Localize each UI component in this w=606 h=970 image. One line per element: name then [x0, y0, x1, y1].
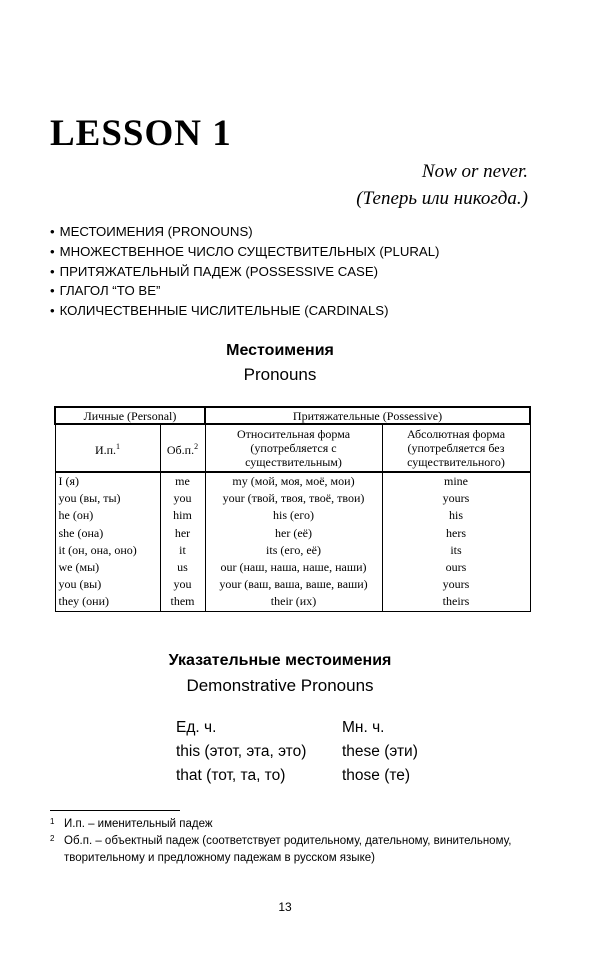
- pronouns-table: [54, 406, 531, 612]
- plural-form: these (эти): [342, 743, 418, 760]
- nominative-cell: she (она): [55, 525, 160, 542]
- topic-item: • ГЛАГОЛ “TO BE”: [50, 281, 439, 301]
- column-header-relative-form: Относительная форма (употребляется с существительным): [205, 424, 382, 472]
- topic-item: • МЕСТОИМЕНИЯ (PRONOUNS): [50, 222, 439, 242]
- table-row: [55, 490, 530, 507]
- page-number: 13: [278, 900, 292, 914]
- relative-form-cell: its (его, её): [205, 542, 382, 559]
- objective-cell: us: [160, 559, 205, 576]
- footnote: [50, 833, 540, 867]
- nominative-cell: they (они): [55, 593, 160, 611]
- topic-item: • МНОЖЕСТВЕННОЕ ЧИСЛО СУЩЕСТВИТЕЛЬНЫХ (PLURAL): [50, 242, 439, 262]
- epigraph-english: Now or never.: [421, 161, 528, 182]
- table-row: [55, 472, 530, 490]
- table-row: [55, 559, 530, 576]
- absolute-form-cell: mine: [382, 472, 530, 490]
- table-row: [55, 593, 530, 611]
- column-header-nominative: И.п.$^1$: [55, 424, 160, 472]
- nominative-cell: you (вы, ты): [55, 490, 160, 507]
- objective-cell: me: [160, 472, 205, 490]
- topic-list: [50, 222, 439, 321]
- plural-header: Мн. ч.: [342, 719, 385, 736]
- table-row: [55, 576, 530, 593]
- epigraph-russian: (Теперь или никогда.): [356, 188, 528, 209]
- list-item: [176, 716, 418, 740]
- group-header-personal: Личные (Personal): [55, 407, 205, 424]
- footnote-mark: 1: [50, 817, 55, 826]
- nominative-cell: I (я): [55, 472, 160, 490]
- absolute-form-cell: his: [382, 507, 530, 524]
- footnote-mark: 2: [50, 834, 55, 843]
- nominative-cell: he (он): [55, 507, 160, 524]
- column-header-absolute-form: Абсолютная форма (употребляется без существительного): [382, 424, 530, 472]
- lesson-title: LESSON 1: [50, 113, 232, 154]
- relative-form-cell: his (его): [205, 507, 382, 524]
- absolute-form-cell: theirs: [382, 593, 530, 611]
- table-row: [55, 542, 530, 559]
- demonstrative-heading-ru: Указательные местоимения: [168, 652, 392, 669]
- demonstrative-list: [176, 716, 418, 788]
- objective-cell: it: [160, 542, 205, 559]
- absolute-form-cell: yours: [382, 490, 530, 507]
- nominative-cell: it (он, она, оно): [55, 542, 160, 559]
- nominative-cell: we (мы): [55, 559, 160, 576]
- singular-header: Ед. ч.: [176, 719, 217, 736]
- pronouns-heading-ru: Местоимения: [226, 342, 334, 359]
- singular-form: this (этот, эта, это): [176, 743, 307, 760]
- footnote-text: И.п. – именительный падеж: [64, 818, 213, 830]
- relative-form-cell: her (её): [205, 525, 382, 542]
- list-item: [176, 740, 418, 764]
- objective-cell: him: [160, 507, 205, 524]
- absolute-form-cell: yours: [382, 576, 530, 593]
- relative-form-cell: your (твой, твоя, твоё, твои): [205, 490, 382, 507]
- relative-form-cell: their (их): [205, 593, 382, 611]
- table-row: [55, 507, 530, 524]
- demonstrative-heading-en: Demonstrative Pronouns: [186, 676, 374, 695]
- footnote-divider: [50, 810, 180, 811]
- epigraph: [356, 158, 528, 212]
- absolute-form-cell: its: [382, 542, 530, 559]
- objective-cell: you: [160, 576, 205, 593]
- objective-cell: her: [160, 525, 205, 542]
- topic-item: • КОЛИЧЕСТВЕННЫЕ ЧИСЛИТЕЛЬНЫЕ (CARDINALS): [50, 301, 439, 321]
- absolute-form-cell: hers: [382, 525, 530, 542]
- relative-form-cell: your (ваш, ваша, ваше, ваши): [205, 576, 382, 593]
- absolute-form-cell: ours: [382, 559, 530, 576]
- pronouns-heading-en: Pronouns: [243, 365, 317, 384]
- topic-item: • ПРИТЯЖАТЕЛЬНЫЙ ПАДЕЖ (POSSESSIVE CASE): [50, 262, 439, 282]
- objective-cell: them: [160, 593, 205, 611]
- footnotes: [50, 816, 540, 867]
- relative-form-cell: my (мой, моя, моё, мои): [205, 472, 382, 490]
- objective-cell: you: [160, 490, 205, 507]
- column-header-objective: Об.п.$^2$: [160, 424, 205, 472]
- table-row: [55, 525, 530, 542]
- group-header-possessive: Притяжательные (Possessive): [205, 407, 530, 424]
- footnote: [50, 816, 540, 833]
- list-item: [176, 764, 418, 788]
- footnote-text: Об.п. – объектный падеж (соответствует родительному, дательному, винительному, творительному и предложному падежам в русском языке): [64, 835, 512, 864]
- singular-form: that (тот, та, то): [176, 767, 286, 784]
- nominative-cell: you (вы): [55, 576, 160, 593]
- plural-form: those (те): [342, 767, 411, 784]
- relative-form-cell: our (наш, наша, наше, наши): [205, 559, 382, 576]
